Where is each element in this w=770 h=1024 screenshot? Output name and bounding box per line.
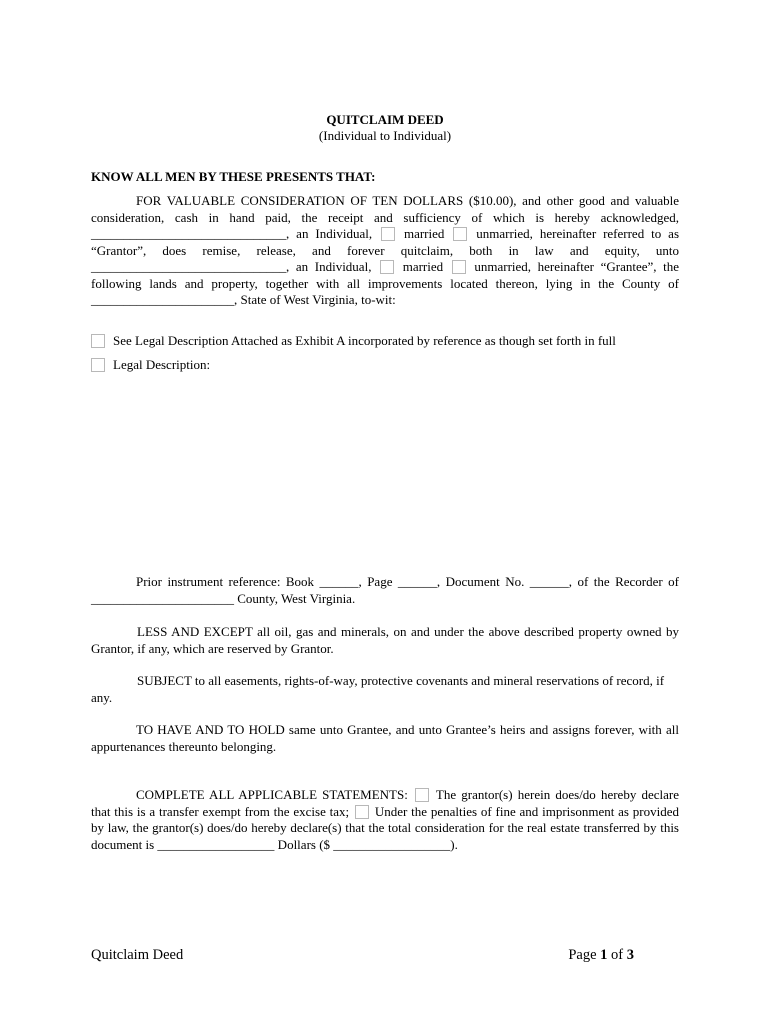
subject-paragraph: SUBJECT to all easements, rights-of-way, protective covenants and mineral reservations of record, if any.: [91, 673, 665, 705]
page-prefix: Page: [568, 947, 597, 963]
complete-statements-paragraph: [91, 787, 679, 853]
complete-statements-label: COMPLETE ALL APPLICABLE STATEMENTS:: [136, 787, 408, 802]
grantee-married-label: married: [402, 259, 444, 274]
grantor-unmarried-checkbox[interactable]: [453, 227, 467, 241]
grant-text-part-2: unmarried, hereinafter referred to as “Grantor”, does remise, release, and forever quitclaim, both in law and equity, unto ______________________________, an Individual,: [91, 226, 680, 274]
less-except-paragraph: LESS AND EXCEPT all oil, gas and minerals, on and under the above described property owned by Grantor, if any, which are reserved by Grantor.: [91, 624, 679, 656]
legal-description-label: Legal Description:: [113, 357, 211, 372]
grantee-married-checkbox[interactable]: [380, 260, 394, 274]
option-legal-row: [91, 357, 679, 374]
document-title: QUITCLAIM DEED: [326, 112, 444, 127]
prior-instrument-paragraph: Prior instrument reference: Book ______, Page ______, Document No. ______, of the Recorder of ______________________ County, West Virginia.: [91, 574, 679, 606]
page-current: 1: [600, 947, 608, 963]
grantor-married-checkbox[interactable]: [381, 227, 395, 241]
consideration-checkbox[interactable]: [355, 805, 369, 819]
legal-description-checkbox[interactable]: [91, 358, 105, 372]
option-exhibit-row: [91, 333, 679, 350]
document-subtitle: (Individual to Individual): [318, 128, 452, 143]
footer-document-name: Quitclaim Deed: [91, 947, 184, 963]
section-heading: KNOW ALL MEN BY THESE PRESENTS THAT:: [91, 169, 376, 184]
excise-exempt-text: The grantor(s) herein does/do hereby declare that this is a transfer exempt from the excise tax;: [91, 787, 680, 819]
grant-text-part-1: FOR VALUABLE CONSIDERATION OF TEN DOLLARS ($10.00), and other good and valuable consideration, cash in hand paid, the receipt and sufficiency of which is hereby acknowledged, ______________________________, an Individual,: [91, 193, 679, 241]
page-total: 3: [626, 947, 634, 963]
grantee-unmarried-checkbox[interactable]: [452, 260, 466, 274]
grantor-married-label: married: [403, 226, 445, 241]
excise-exempt-checkbox[interactable]: [415, 788, 429, 802]
consideration-text: Under the penalties of fine and imprisonment as provided by law, the grantor(s) does/do hereby declare(s) that the total consideration for the real estate transferred by this document is __________________ Dollars ($ __________________).: [91, 803, 680, 852]
exhibit-a-checkbox[interactable]: [91, 334, 105, 348]
grant-text-part-3: unmarried, hereinafter “Grantee”, the following lands and property, together with all improvements located thereon, lying in the County of ______________________, State of West Virginia, to-wit:: [91, 259, 680, 307]
grant-paragraph: [91, 193, 679, 309]
habendum-paragraph: TO HAVE AND TO HOLD same unto Grantee, and unto Grantee’s heirs and assigns forever, with all appurtenances thereunto belonging.: [91, 722, 679, 754]
footer-page-number: [568, 947, 634, 964]
exhibit-a-label: See Legal Description Attached as Exhibit A incorporated by reference as though set forth in full: [113, 333, 616, 348]
page-of: of: [611, 947, 624, 963]
